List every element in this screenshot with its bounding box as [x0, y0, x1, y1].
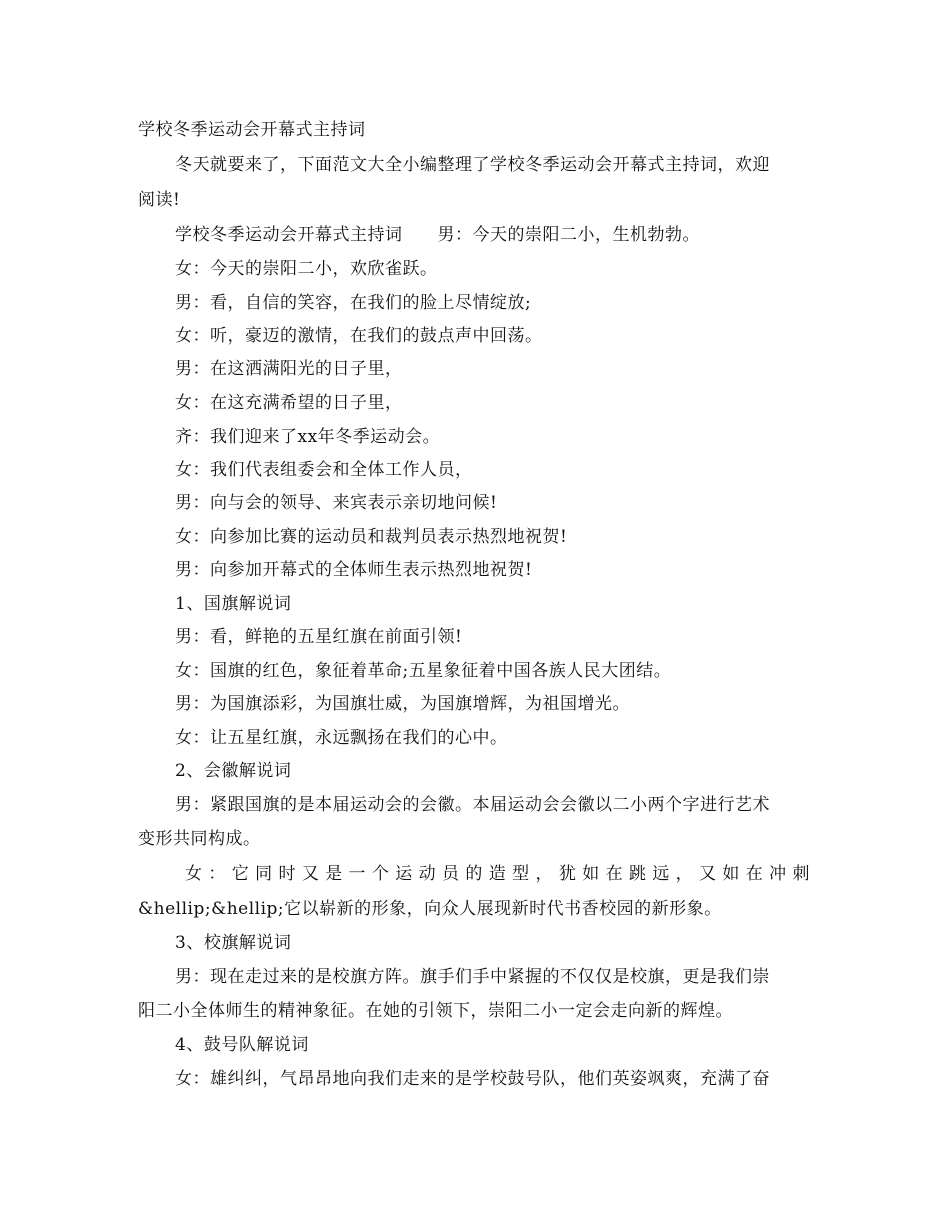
- dialogue-line: 女：国旗的红色，象征着革命;五星象征着中国各族人民大团结。: [175, 661, 672, 681]
- paragraph-line: 阳二小全体师生的精神象征。在她的引领下，崇阳二小一定会走向新的辉煌。: [138, 1001, 733, 1021]
- paragraph-line: 女：它同时又是一个运动员的造型，犹如在跳远，又如在冲刺: [185, 864, 810, 884]
- dialogue-line: 女：听，豪迈的激情，在我们的鼓点声中回荡。: [175, 326, 543, 346]
- section-heading: 3、校旗解说词: [175, 933, 292, 953]
- dialogue-line: 男：向参加开幕式的全体师生表示热烈地祝贺!: [175, 560, 533, 580]
- paragraph-line: 女：雄纠纠，气昂昂地向我们走来的是学校鼓号队，他们英姿飒爽，充满了奋: [175, 1069, 770, 1089]
- dialogue-line: 学校冬季运动会开幕式主持词 男：今天的崇阳二小，生机勃勃。: [175, 225, 700, 245]
- dialogue-line: 男：向与会的领导、来宾表示亲切地问候!: [175, 493, 498, 513]
- dialogue-line: 男：为国旗添彩，为国旗壮威，为国旗增辉，为祖国增光。: [175, 694, 630, 714]
- paragraph-line: &hellip;&hellip;它以崭新的形象，向众人展现新时代书香校园的新形象。: [138, 899, 722, 919]
- paragraph-line: 男：现在走过来的是校旗方阵。旗手们手中紧握的不仅仅是校旗，更是我们崇: [175, 967, 770, 987]
- section-heading: 4、鼓号队解说词: [175, 1035, 309, 1055]
- dialogue-line: 女：让五星红旗，永远飘扬在我们的心中。: [175, 728, 508, 748]
- dialogue-line: 男：在这洒满阳光的日子里，: [175, 359, 403, 379]
- section-heading: 1、国旗解说词: [175, 594, 292, 614]
- document-title: 学校冬季运动会开幕式主持词: [138, 120, 366, 140]
- section-heading: 2、会徽解说词: [175, 761, 292, 781]
- intro-paragraph-line: 冬天就要来了，下面范文大全小编整理了学校冬季运动会开幕式主持词，欢迎: [175, 155, 770, 175]
- dialogue-line: 齐：我们迎来了xx年冬季运动会。: [175, 427, 441, 447]
- dialogue-line: 女：在这充满希望的日子里，: [175, 393, 403, 413]
- paragraph-line: 变形共同构成。: [138, 829, 261, 849]
- dialogue-line: 女：今天的崇阳二小，欢欣雀跃。: [175, 259, 438, 279]
- dialogue-line: 男：看，鲜艳的五星红旗在前面引领!: [175, 627, 463, 647]
- dialogue-line: 男：看，自信的笑容，在我们的脸上尽情绽放;: [175, 293, 532, 313]
- dialogue-line: 女：向参加比赛的运动员和裁判员表示热烈地祝贺!: [175, 527, 568, 547]
- dialogue-line: 女：我们代表组委会和全体工作人员，: [175, 460, 473, 480]
- intro-paragraph-line: 阅读!: [138, 190, 181, 210]
- paragraph-line: 男：紧跟国旗的是本届运动会的会徽。本届运动会会徽以二小两个字进行艺术: [175, 795, 770, 815]
